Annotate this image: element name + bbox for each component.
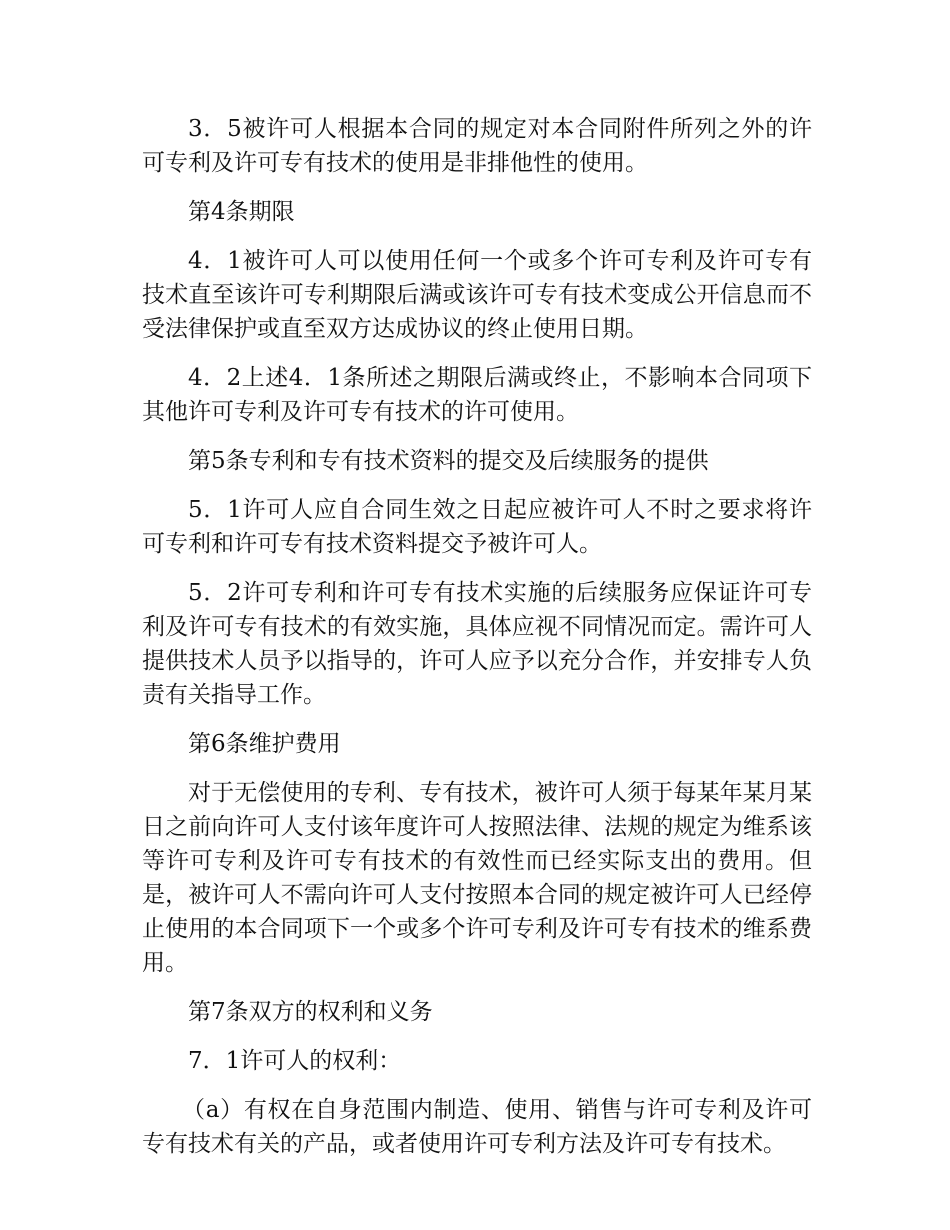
paragraph-4-2: 4．2上述4．1条所述之期限后满或终止，不影响本合同项下其他许可专利及许可专有技术的许可使用。 — [142, 365, 812, 425]
section-heading-6: 第6条维护费用 — [188, 731, 341, 757]
paragraph-6: 对于无偿使用的专利、专有技术，被许可人须于每某年某月某日之前向许可人支付该年度许可人按照法律、法规的规定为维系该等许可专利及许可专有技术的有效性而已经实际支出的费用。但是，被许可人不需向许可人支付按照本合同的规定被许可人已经停止使用的本合同项下一个或多个许可专利及许可专有技术的维系费用。 — [142, 780, 812, 976]
paragraph-3-5: 3．5被许可人根据本合同的规定对本合同附件所列之外的许可专利及许可专有技术的使用是非排他性的使用。 — [142, 116, 812, 176]
paragraph-7-1: 7．1许可人的权利： — [188, 1048, 402, 1074]
paragraph-7-1-a: （a）有权在自身范围内制造、使用、销售与许可专利及许可专有技术有关的产品，或者使用许可专利方法及许可专有技术。 — [142, 1097, 812, 1157]
section-heading-7: 第7条双方的权利和义务 — [188, 999, 433, 1025]
paragraph-4-1: 4．1被许可人可以使用任何一个或多个许可专利及许可专有技术直至该许可专利期限后满或该许可专有技术变成公开信息而不受法律保护或直至双方达成协议的终止使用日期。 — [142, 248, 812, 342]
paragraph-5-2: 5．2许可专利和许可专有技术实施的后续服务应保证许可专利及许可专有技术的有效实施，具体应视不同情况而定。需许可人提供技术人员予以指导的，许可人应予以充分合作，并安排专人负责有关指导工作。 — [142, 580, 812, 708]
section-heading-5: 第5条专利和专有技术资料的提交及后续服务的提供 — [188, 448, 709, 474]
document-page — [142, 112, 812, 1176]
paragraph-5-1: 5．1许可人应自合同生效之日起应被许可人不时之要求将许可专利和许可专有技术资料提交予被许可人。 — [142, 497, 812, 557]
section-heading-4: 第4条期限 — [188, 199, 295, 225]
